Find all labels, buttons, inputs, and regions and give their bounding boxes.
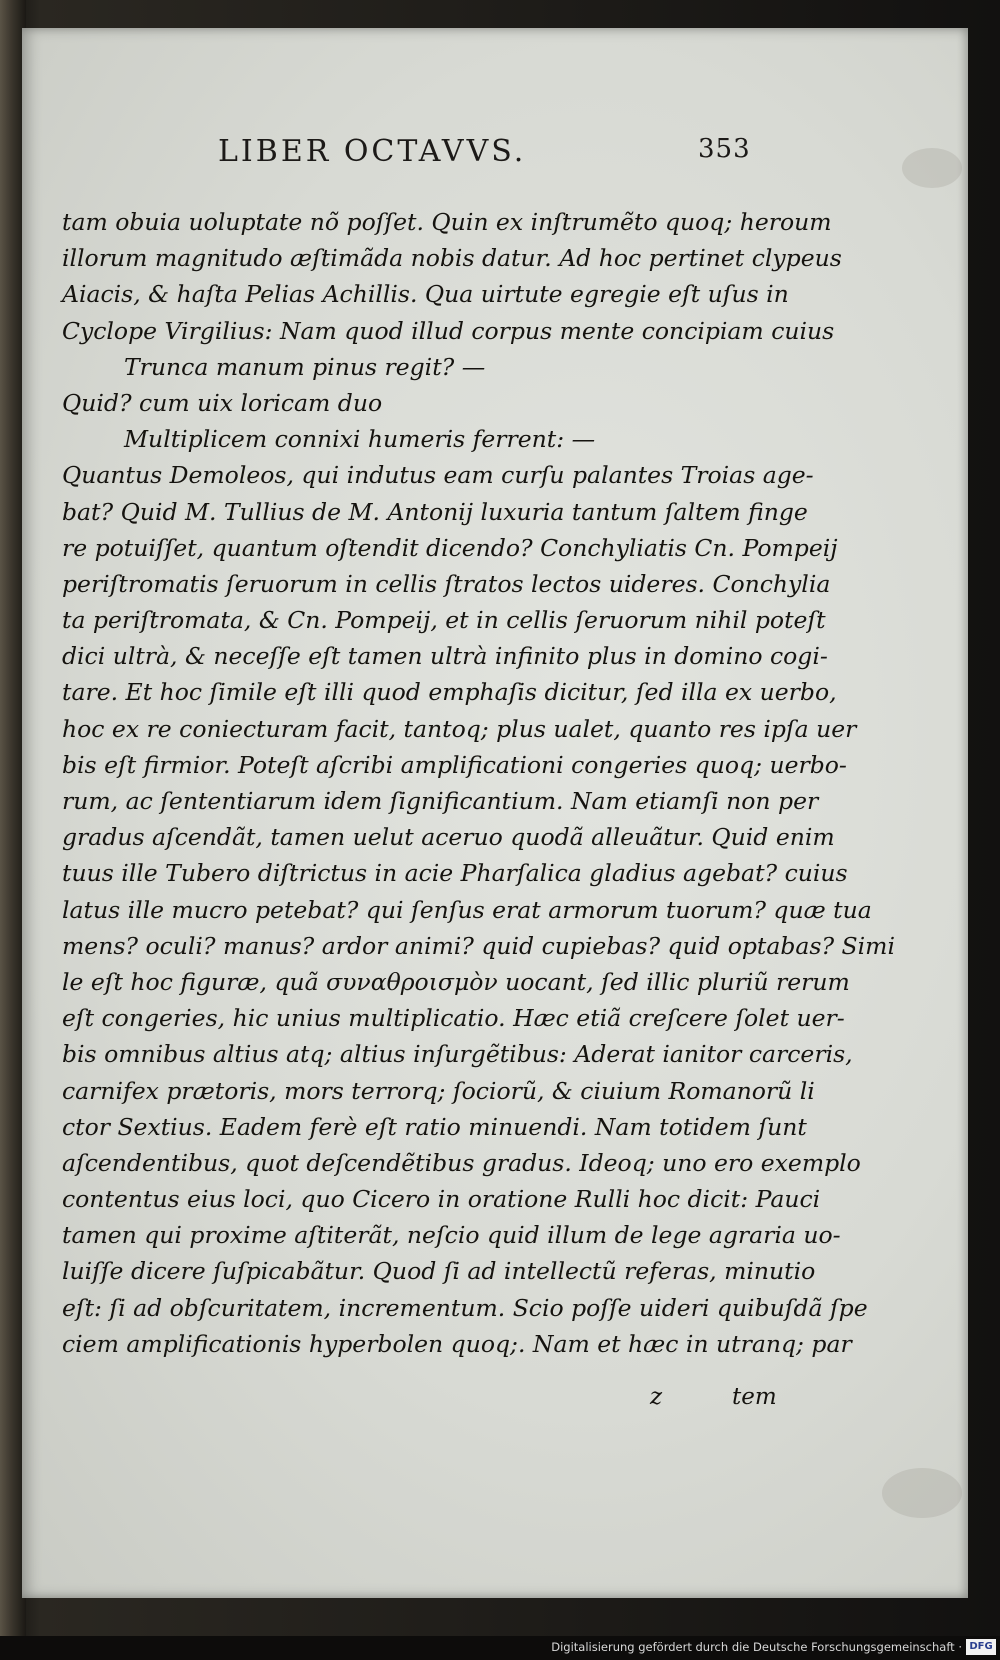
text-line: hoc ex re coniecturam facit, tantoq; plus ualet, quanto res ipſa uer	[62, 714, 857, 743]
text-line: mens? oculi? manus? ardor animi? quid cupiebas? quid optabas? Simi	[62, 931, 895, 960]
text-line: periſtromatis ſeruorum in cellis ſtratos lectos uideres. Conchylia	[62, 569, 831, 598]
text-line: carnifex prætoris, mors terrorq; ſociorũ, & ciuium Romanorũ li	[62, 1076, 815, 1105]
text-line: Quid? cum uix loricam duo	[62, 388, 383, 417]
body-text	[62, 204, 895, 1362]
text-line: eſt congeries, hic unius multiplicatio. Hæc etiã creſcere ſolet uer-	[62, 1004, 845, 1033]
text-line: tam obuia uoluptate nõ poſſet. Quin ex inſtrumẽto quoq; heroum	[62, 208, 832, 236]
text-line: bis eſt firmior. Poteſt aſcribi amplificationi congeries quoq; uerbo-	[62, 750, 847, 779]
text-line: gradus aſcendãt, tamen uelut aceruo quodã alleuãtur. Quid enim	[62, 823, 835, 852]
dfg-logo-icon: DFG	[966, 1639, 996, 1655]
book-page	[22, 28, 968, 1598]
text-line: tare. Et hoc ſimile eſt illi quod emphaſis dicitur, ſed illa ex uerbo,	[62, 678, 837, 707]
text-line: aſcendentibus, quot deſcendẽtibus gradus. Ideoq; uno ero exemplo	[62, 1148, 861, 1177]
text-line: illorum magnitudo æſtimãda nobis datur. Ad hoc pertinet clypeus	[62, 244, 842, 273]
credit-bar	[0, 1636, 1000, 1660]
text-line: tuus ille Tubero diſtrictus in acie Pharſalica gladius agebat? cuius	[62, 859, 848, 888]
catchline	[650, 1384, 790, 1418]
text-line: latus ille mucro petebat? qui ſenſus erat armorum tuorum? quæ tua	[62, 895, 872, 924]
page-number: 353	[698, 134, 751, 164]
text-line: re potuiſſet, quantum oſtendit dicendo? Conchyliatis Cn. Pompeij	[62, 533, 838, 562]
text-line: contentus eius loci, quo Cicero in oratione Rulli hoc dicit: Pauci	[62, 1185, 821, 1214]
text-line: eſt: ſi ad obſcuritatem, incrementum. Scio poſſe uideri quibuſdã ſpe	[62, 1293, 868, 1322]
text-line: Quantus Demoleos, qui indutus eam curſu palantes Troias age-	[62, 461, 814, 490]
verse-line: Trunca manum pinus regit? —	[124, 352, 486, 381]
running-title: LIBER OCTAVVS.	[218, 134, 527, 169]
text-line: luiſſe dicere ſuſpicabãtur. Quod ſi ad intellectũ referas, minutio	[62, 1257, 816, 1286]
signature-mark: z	[650, 1384, 663, 1410]
page-stain	[902, 148, 962, 188]
catchword: tem	[732, 1384, 777, 1410]
text-line: dici ultrà, & neceſſe eſt tamen ultrà infinito plus in domino cogi-	[62, 642, 828, 671]
page-stain	[882, 1468, 962, 1518]
page-header	[218, 134, 818, 178]
text-line: tamen qui proxime aſtiterãt, neſcio quid illum de lege agraria uo-	[62, 1221, 841, 1250]
text-line: ctor Sextius. Eadem ferè eſt ratio minuendi. Nam totidem ſunt	[62, 1112, 807, 1141]
text-line: ciem amplificationis hyperbolen quoq;. Nam et hæc in utranq; par	[62, 1329, 852, 1358]
digitization-credit: Digitalisierung gefördert durch die Deutsche Forschungsgemeinschaft ·	[551, 1640, 962, 1654]
text-line: bis omnibus altius atq; altius inſurgẽtibus: Aderat ianitor carceris,	[62, 1040, 853, 1069]
text-line: bat? Quid M. Tullius de M. Antonij luxuria tantum ſaltem finge	[62, 497, 808, 526]
text-line: rum, ac ſententiarum idem ſignificantium. Nam etiamſi non per	[62, 787, 819, 815]
text-line: Cyclope Virgilius: Nam quod illud corpus mente concipiam cuius	[62, 316, 835, 345]
text-line: le eſt hoc figuræ, quã συναθροισμὸν uocant, ſed illic pluriũ rerum	[62, 967, 850, 996]
verse-line: Multiplicem connixi humeris ferrent: —	[124, 425, 596, 454]
text-line: Aiacis, & haſta Pelias Achillis. Qua uirtute egregie eſt uſus in	[62, 280, 789, 309]
text-line: ta periſtromata, & Cn. Pompeij, et in cellis ſeruorum nihil poteſt	[62, 606, 826, 635]
